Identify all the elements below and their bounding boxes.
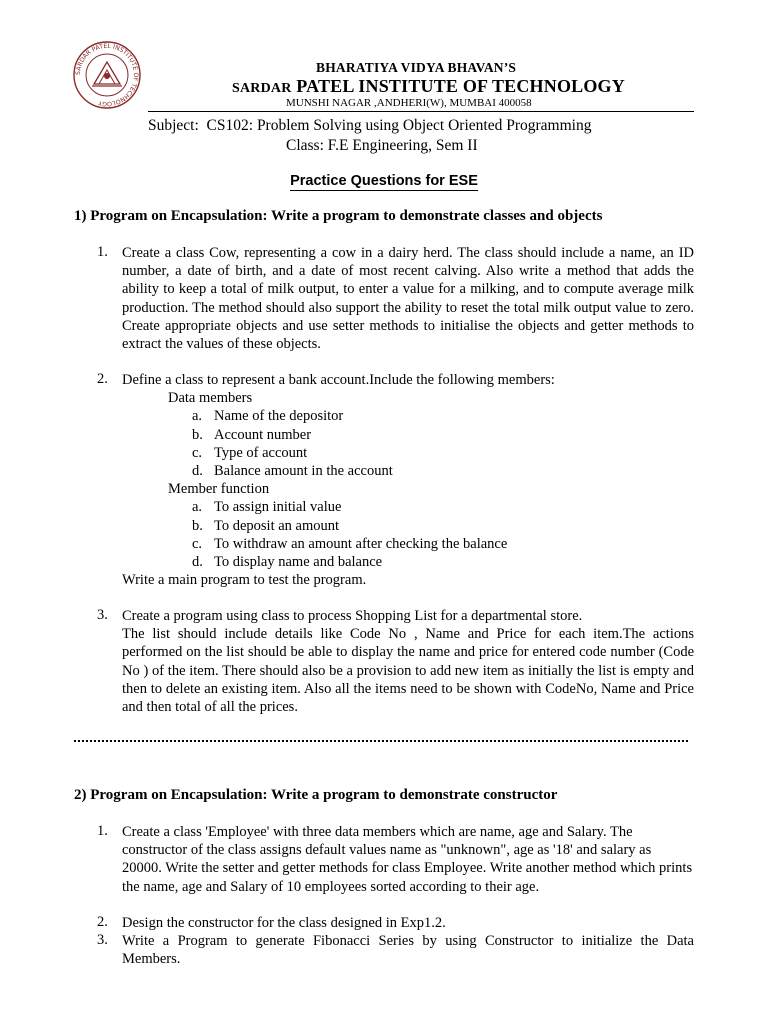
institute-parent-name: BHARATIYA VIDYA BHAVAN’S [316,60,517,75]
list-letter: b. [192,517,203,534]
list-letter: d. [192,554,203,571]
question-number: 3. [97,607,108,623]
list-item [122,444,694,462]
question-text: Design the constructor for the class designed in Exp1.2. [122,915,446,931]
header-rule [148,111,694,112]
member-function-label: Member function [168,481,270,498]
list-item-text: Account number [214,426,312,443]
seal-text: SARDAR PATEL INSTITUTE OF TECHNOLOGY [74,42,140,108]
question-text: The list should include details like Code No , Name and Price for each item.The actions performed on the list should be able to display the name and price for entered code number (Code No ) of the item. There should also be a provision to add new item as initially the list is empty and then to delete an existing item. Also all the items need to be shown with CodeNo, Name and Price and then total of all the prices. [122,626,694,716]
data-members-label: Data members [168,390,253,407]
question-number: 2. [97,914,108,930]
document-title [0,173,768,189]
list-item [122,535,694,553]
list-item-text: Name of the depositor [214,408,344,425]
subject-line: Subject: CS102: Problem Solving using Object Oriented Programming [148,117,592,134]
question-text: Define a class to represent a bank account.Include the following members: [122,372,555,388]
list-item [122,407,694,425]
list-item [122,517,694,535]
list-item [122,553,694,571]
list-item-text: Balance amount in the account [214,463,393,480]
list-letter: d. [192,463,203,480]
list-letter: a. [192,499,203,516]
institute-name-main: PATEL INSTITUTE OF TECHNOLOGY [296,76,625,96]
list-item-text: To display name and balance [214,554,383,571]
class-line: Class: F.E Engineering, Sem II [286,137,478,154]
institute-address: MUNSHI NAGAR ,ANDHERI(W), MUMBAI 400058 [286,97,532,109]
question-text-line1: Create a program using class to process Shopping List for a departmental store. [122,608,583,624]
list-item [122,498,694,516]
institute-name-prefix: SARDAR [232,81,292,96]
institute-seal-logo [72,40,142,110]
list-letter: a. [192,408,203,425]
question-closing: Write a main program to test the program. [122,572,367,589]
question-number: 2. [97,371,108,387]
list-letter: c. [192,444,203,461]
list-item [122,426,694,444]
list-item-text: To deposit an amount [214,517,340,534]
list-item-text: To assign initial value [214,499,342,516]
question-text: Create a class 'Employee' with three data members which are name, age and Salary. The constructor of the class assigns default values name as "unknown", age as '18' and salary as 20000. Write the setter and getter methods for class Employee. Write another method which prints the name, age and Salary of 10 employees sorted according to their age. [122,824,693,895]
question-number: 3. [97,932,108,948]
question-block [122,607,694,716]
question-text: Create a class Cow, representing a cow in a dairy herd. The class should include a name, an ID number, a date of birth, and a date of most recent calving. Also write a method that adds the ability to keep a total of milk output, to enter a value for a milking, and to compute average milk production. The method should also support the ability to reset the total milk output value to zero. Create appropriate objects and use setter methods to initialise the objects and getter methods to extract the values of these objects. [122,245,694,353]
section-1-title: 1) Program on Encapsulation: Write a program to demonstrate classes and objects [74,208,603,224]
question-block [122,371,694,589]
list-item-text: Type of account [214,444,308,461]
question-number: 1. [97,244,108,260]
list-letter: b. [192,426,203,443]
list-letter: c. [192,535,203,552]
dotted-separator [74,740,688,746]
list-item-text: To withdraw an amount after checking the balance [214,535,508,552]
institute-name [232,76,625,97]
question-text: Write a Program to generate Fibonacci Series by using Constructor to initialize the Data Members. [122,933,694,968]
list-item [122,462,694,480]
question-number: 1. [97,823,108,839]
section-2-title: 2) Program on Encapsulation: Write a program to demonstrate constructor [74,787,558,803]
document-title-text: Practice Questions for ESE [290,173,478,189]
